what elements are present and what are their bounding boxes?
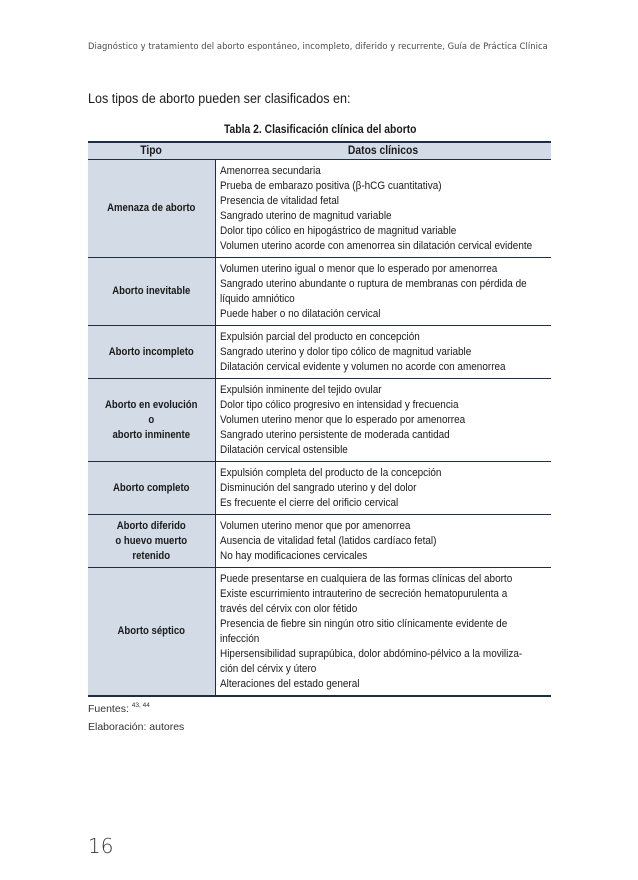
row-type-label: Aborto séptico [117,625,185,637]
row-clinical-data-cell [215,258,551,326]
sources-label: Fuentes: [88,703,129,715]
clinical-data-line: Puede presentarse en cualquiera de las formas clínicas del aborto [219,573,512,585]
clinical-data-line: Disminución del sangrado uterino y del dolor [219,482,416,494]
row-type-label: Aborto diferido [116,519,186,532]
table-row [88,326,551,379]
clinical-data-line: ción del cérvix y útero [219,663,316,675]
intro-text: Los tipos de aborto pueden ser clasificados en: [88,91,351,106]
sources-note [88,702,150,715]
column-header-datos: Datos clínicos [215,142,551,160]
row-type-label: aborto inminente [112,428,191,441]
clinical-data-line: líquido amniótico [219,293,295,305]
clinical-data-line: Puede haber o no dilatación cervical [219,308,381,320]
clinical-data-line: Amenorrea secundaria [219,165,321,177]
row-type-label: retenido [132,549,171,562]
clinical-data-line: Dolor tipo cólico en hipogástrico de magnitud variable [219,225,456,237]
clinical-data-line: Volumen uterino igual o menor que lo esperado por amenorrea [219,263,497,275]
table-header-row [88,142,551,160]
row-type-cell [88,379,215,462]
row-type-cell [88,462,215,515]
clinical-data-line: Expulsión inminente del tejido ovular [219,384,382,396]
clinical-data-line: Dilatación cervical ostensible [219,444,348,456]
clinical-data-line: Expulsión parcial del producto en concepción [219,331,420,343]
row-type-label: Aborto incompleto [108,345,194,358]
clinical-data-line: Dolor tipo cólico progresivo en intensidad y frecuencia [219,399,459,411]
row-type-label: o huevo muerto [115,534,188,547]
row-type-cell [88,160,215,258]
sources-references: 43, 44 [131,702,150,709]
clinical-data-line: Es frecuente el cierre del orificio cervical [219,497,398,509]
clinical-data-line: Volumen uterino menor que lo esperado por amenorrea [219,414,465,426]
clinical-data-line: Existe escurrimiento intrauterino de secreción hematopurulenta a [219,588,507,600]
row-type-label: Aborto en evolución o [105,398,198,426]
running-header: Diagnóstico y tratamiento del aborto espontáneo, incompleto, diferido y recurrente, Guía de Práctica Clínica [88,41,548,51]
clinical-data-line: Volumen uterino acorde con amenorrea sin dilatación cervical evidente [219,240,532,252]
row-clinical-data-cell [215,326,551,379]
clinical-data-line: Dilatación cervical evidente y volumen no acorde con amenorrea [219,361,506,373]
table-title: Tabla 2. Clasificación clínica del aborto [224,124,417,136]
clinical-classification-table [88,141,551,697]
clinical-data-line: No hay modificaciones cervicales [219,550,367,562]
row-type-cell [88,515,215,568]
table-row [88,568,551,697]
row-clinical-data-cell [215,568,551,697]
page-number: 16 [88,834,114,858]
clinical-data-line: Volumen uterino menor que por amenorrea [219,520,410,532]
clinical-data-line: Presencia de vitalidad fetal [219,195,339,207]
clinical-data-line: Sangrado uterino y dolor tipo cólico de magnitud variable [219,346,471,358]
row-type-label: Aborto completo [113,481,190,494]
table-row [88,379,551,462]
table-row [88,160,551,258]
clinical-data-line: Sangrado uterino abundante o ruptura de membranas con pérdida de [219,278,527,290]
row-clinical-data-cell [215,462,551,515]
clinical-data-line: Sangrado uterino persistente de moderada cantidad [219,429,450,441]
clinical-data-line: Ausencia de vitalidad fetal (latidos cardíaco fetal) [219,535,436,547]
clinical-data-line: Expulsión completa del producto de la concepción [219,467,441,479]
clinical-data-line: Presencia de fiebre sin ningún otro sitio clínicamente evidente de [219,618,507,630]
clinical-data-line: Sangrado uterino de magnitud variable [219,210,392,222]
row-clinical-data-cell [215,379,551,462]
clinical-data-line: infección [219,633,259,645]
table-row [88,515,551,568]
elaboration-note: Elaboración: autores [88,721,185,733]
clinical-data-line: Prueba de embarazo positiva (β-hCG cuantitativa) [219,180,442,192]
clinical-data-line: través del cérvix con olor fétido [219,603,357,615]
row-type-label: Aborto inevitable [112,285,191,297]
row-clinical-data-cell [215,160,551,258]
row-clinical-data-cell [215,515,551,568]
row-type-cell [88,568,215,697]
clinical-data-line: Hipersensibilidad suprapúbica, dolor abdómino-pélvico a la moviliza- [219,648,522,660]
table-row [88,462,551,515]
table-row [88,258,551,326]
column-header-tipo: Tipo [88,142,215,160]
row-type-cell [88,258,215,326]
clinical-data-line: Alteraciones del estado general [219,678,359,690]
row-type-label: Amenaza de aborto [107,202,196,214]
row-type-cell [88,326,215,379]
